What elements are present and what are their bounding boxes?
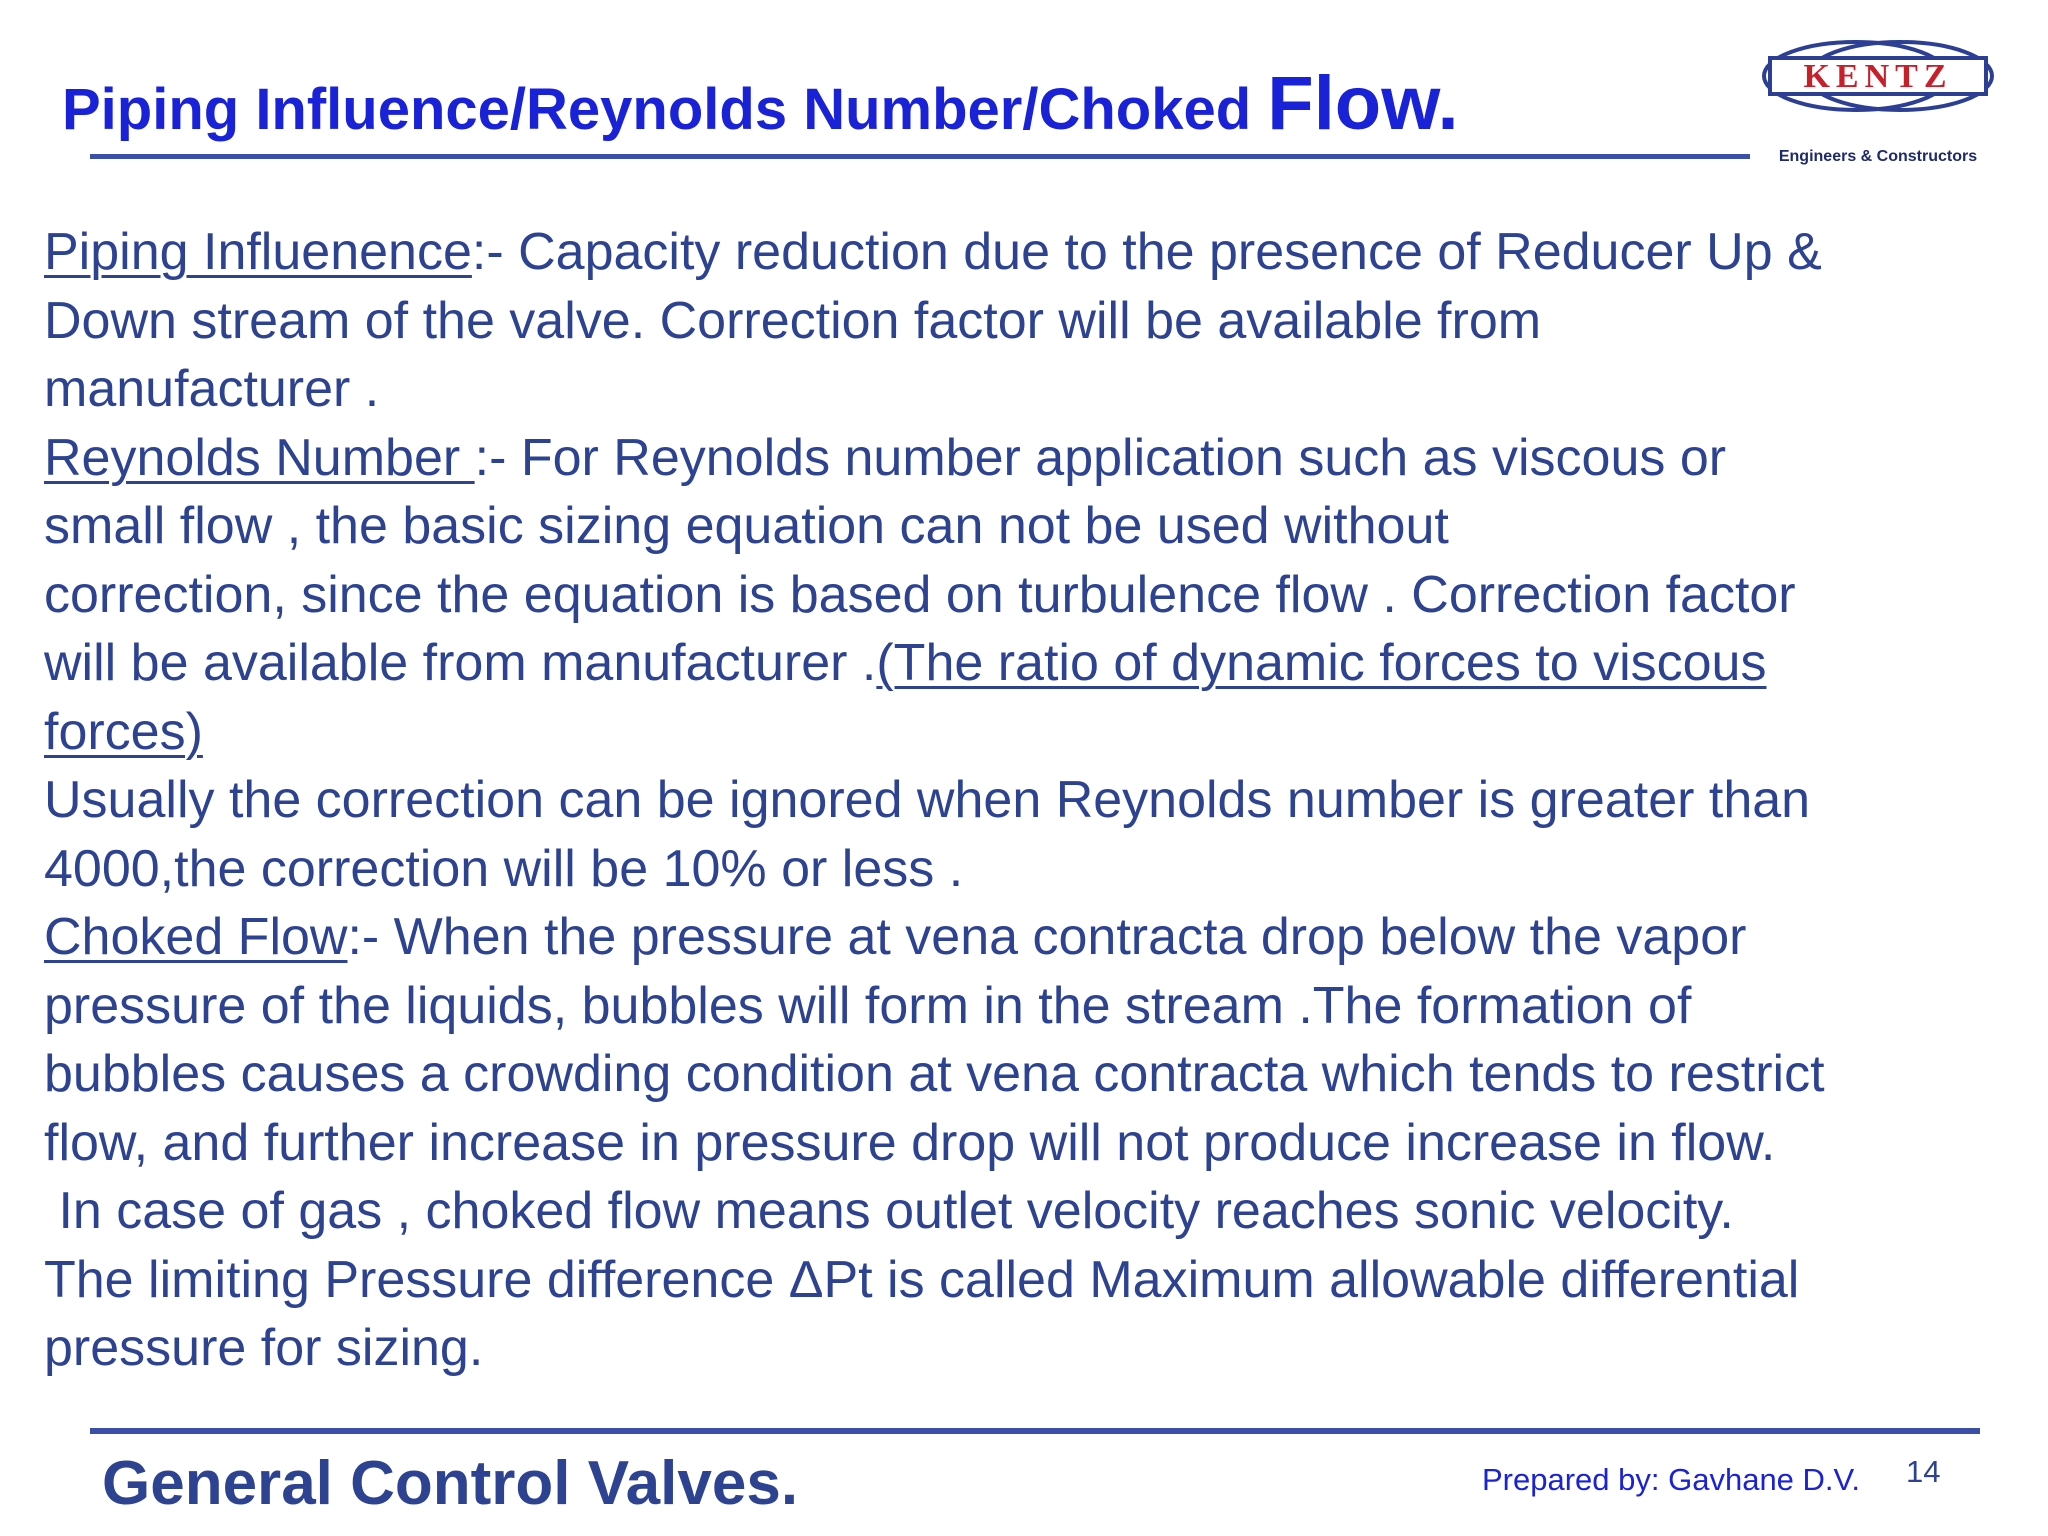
logo-tagline: Engineers & Constructors xyxy=(1778,148,1978,165)
reynolds-line-6: Usually the correction can be ignored when Reynolds number is greater than xyxy=(44,771,1811,829)
choked-heading: Choked Flow xyxy=(44,908,348,966)
reynolds-line-7: 4000,the correction will be 10% or less . xyxy=(44,839,964,898)
reynolds-line-2: small flow , the basic sizing equation can not be used without xyxy=(44,497,1449,555)
slide-body xyxy=(44,218,2014,1383)
reynolds-text: :- For Reynolds number application such as viscous or xyxy=(474,428,1727,487)
piping-line-3: manufacturer . xyxy=(44,360,380,418)
title-divider xyxy=(90,154,1750,159)
reynolds-line-3: correction, since the equation is based on turbulence flow . Correction factor xyxy=(44,565,1796,624)
reynolds-line-1 xyxy=(44,424,2014,493)
reynolds-line-5 xyxy=(44,698,2014,767)
piping-line-2: Down stream of the valve. Correction factor will be available from xyxy=(44,291,1542,350)
slide-title-end: Flow. xyxy=(1267,61,1459,146)
piping-line-1 xyxy=(44,218,2014,287)
logo-wordmark: KENTZ xyxy=(1803,58,1953,95)
piping-heading: Piping Influenence xyxy=(44,223,472,281)
reynolds-definition-end: forces) xyxy=(44,702,203,761)
choked-line-4: flow, and further increase in pressure drop will not produce increase in flow. xyxy=(44,1113,1776,1172)
slide-title xyxy=(62,61,1459,150)
choked-line-5: In case of gas , choked flow means outlet velocity reaches sonic velocity. xyxy=(44,1182,1734,1240)
footer-title: General Control Valves. xyxy=(102,1449,799,1518)
choked-line-1 xyxy=(44,903,2014,972)
reynolds-definition: (The ratio of dynamic forces to viscous xyxy=(876,634,1767,692)
choked-line-3: bubbles causes a crowding condition at vena contracta which tends to restrict xyxy=(44,1045,1825,1103)
reynolds-line-4 xyxy=(44,629,2014,698)
prepared-by: Prepared by: Gavhane D.V. xyxy=(1482,1462,1860,1497)
choked-line-7: pressure for sizing. xyxy=(44,1319,484,1377)
reynolds-text-4: will be available from manufacturer . xyxy=(44,634,877,692)
piping-text: :- Capacity reduction due to the presence of Reducer Up & xyxy=(471,223,1822,281)
choked-line-6: The limiting Pressure difference ΔPt is called Maximum allowable differential xyxy=(44,1250,1800,1309)
page-number: 14 xyxy=(1906,1454,1941,1489)
choked-text: :- When the pressure at vena contracta drop below the vapor xyxy=(347,908,1747,966)
reynolds-heading: Reynolds Number xyxy=(44,428,475,487)
slide-title-main: Piping Influence/Reynolds Number/Choked xyxy=(62,77,1268,142)
choked-line-2: pressure of the liquids, bubbles will form in the stream .The formation of xyxy=(44,976,1692,1035)
footer-divider xyxy=(90,1428,1980,1434)
